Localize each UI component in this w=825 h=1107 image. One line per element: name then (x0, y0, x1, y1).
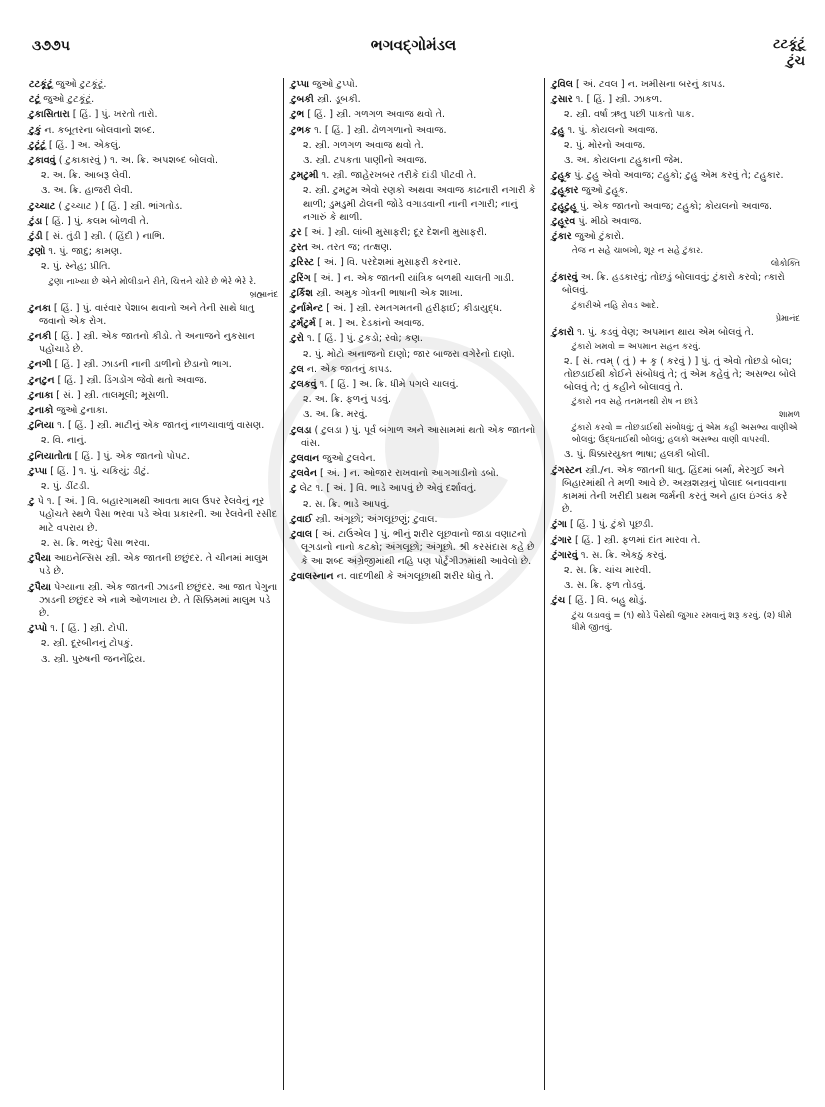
entry-sense: ૨. સ. ક્રિ. ભરવું; પૈસા ભરવા. (41, 537, 150, 549)
entry-sense: ૩. સ્ત્રી. ટપકતા પાણીનો અવાજ. (303, 155, 427, 167)
dictionary-entry: ટુલકવું ૧. [ હિં. ] અ. ક્રિ. ધીમે પગલે ચાલવું. (291, 379, 459, 391)
dictionary-entry: ટુંગાર [ હિં. ] સ્ત્રી. ફળમાં દાંત મારવા તે. (552, 534, 701, 546)
entry-sense: ૨. વિ. નાનું. (41, 435, 87, 447)
headword: ટુરો (291, 333, 304, 345)
headword: ટુહૂરવ (552, 215, 576, 227)
dictionary-entry: ટુહૂક પું. ટુહુ એવો અવાજ; ટહુકો; ટુહુ એમ કરવું તે; ટહુકાર. (552, 170, 784, 182)
quote-attribution: પ્રેમાનંદ (775, 312, 800, 323)
headword: ટુસાર (552, 94, 573, 106)
dictionary-entry: ટુસાર ૧. [ હિં. ] સ્ત્રી. ઝાકળ. (552, 94, 663, 106)
headword: ટુબકી (291, 94, 314, 106)
headword: ટુ (291, 483, 297, 495)
dictionary-entry: ટુવાઈ સ્ત્રી. અંગૂછો; અંગલૂછણું; ટુવાલ. (291, 513, 438, 525)
dictionary-columns (22, 78, 805, 1090)
dictionary-entry: ટુનાકો જુઓ ટુનાકા. (29, 405, 108, 417)
entry-sense: ૨. પું. મોટો અનાજનો દાણો; જાર બાજરા વગેરેનો દાણો. (303, 348, 515, 360)
headword: ટુંગારવું (552, 549, 578, 561)
dictionary-entry: ટુંગારવું ૧. સ. ક્રિ. એકઠું કરવું. (552, 549, 667, 561)
headword: ટુણો (29, 246, 46, 258)
entry-sense: ૩. સ. ક્રિ. ફળ તોડવું. (564, 580, 646, 592)
headword: ટુનાકો (29, 405, 54, 417)
dictionary-entry: ટટકૂંટૂં જુઓ ટુટકૂંટૂં. (29, 79, 107, 90)
dictionary-entry: ટુપ્પો ૧. [ હિં. ] સ્ત્રી. ટોપી. (29, 623, 129, 635)
headword: ટુનકા (29, 302, 51, 314)
dictionary-entry: ટુરિસ્ટ [ અં. ] વિ. પરદેશમાં મુસાફરી કરનાર. (291, 257, 462, 269)
entry-sense: ૨. સ્ત્રી. ગળગળ અવાજ થવો તે. (303, 139, 424, 151)
entry-sense: ૨. સ્ત્રી. દૂરબીનનું ટોપકું. (41, 638, 134, 650)
headword: ટુહુ (552, 124, 565, 136)
dictionary-entry: ટુનકી [ હિં. ] સ્ત્રી. એક જાતનો કીડો. તે અનાજને નુકસાન પહોંચાડે છે. (29, 331, 255, 356)
column-left (22, 78, 283, 1090)
headword: ટુંગા (552, 519, 567, 531)
dictionary-entry: ટુનાકા [ સં. ] સ્ત્રી. તાલમૂલી; મૂસળી. (29, 389, 169, 401)
entry-sense: ૨. સ્ત્રી. ટુમટુમ એવો રણકો અથવા અવાજ કાઢનારી નગારી કે થાળી; ડુમડુમી ઢોલની જોડે વગાડવાની નાની નગારી; નાનું નગારું કે થાળી. (303, 185, 536, 223)
quote-attribution: લોકોક્તિ (770, 258, 800, 269)
headword: ટુંડા (29, 215, 43, 227)
example-quote: ટુંચ લડાવવું = (૧) થોડે પૈસેથી જુગાર રમવાનું શરૂ કરવું. (૨) ધીમે ધીમે જીતવું. (572, 610, 792, 633)
quote-attribution: શામળ (779, 409, 800, 420)
headword: ટુરિંગ (291, 272, 311, 284)
dictionary-entry: ટુકાસિતારા [ હિં. ] પું. ખરતો તારો. (29, 109, 158, 121)
headword: ટટૂં (29, 94, 41, 106)
dictionary-entry: ટુનટુન [ હિં. ] સ્ત્રી. ડિંગડોંગ જેવો થતો અવાજ. (29, 374, 207, 386)
headword: ટુંકારો (552, 326, 575, 338)
guide-word-last: ટુંચ (787, 54, 805, 69)
dictionary-entry: ટુબકી સ્ત્રી. ડૂબકી. (291, 94, 361, 106)
page-title: ભગવદ્ગોમંડલ (370, 36, 457, 54)
entry-sense: ૨. સ. ક્રિ. ભાડે આપવું. (303, 498, 390, 510)
entry-sense: ૩. અ. ક્રિ. મરવું. (303, 409, 368, 421)
dictionary-entry: ટુંડા [ હિં. ] પું. કલમ બોળવી તે. (29, 215, 149, 227)
headword: ટુ (29, 496, 35, 508)
headword: ટુનિયા (29, 420, 55, 432)
headword: ટુવિલ (552, 79, 573, 90)
dictionary-entry: ટુચ્ચાટ ( ટુચ્ચાટ ) [ હિં. ] સ્ત્રી. ભાંગતોડ. (29, 200, 183, 212)
headword: ટુલડા (291, 424, 312, 436)
dictionary-entry: ટુવિલ [ અં. ટવલ ] ન. ખમીસના બરનું કાપડ. (552, 79, 726, 90)
dictionary-entry: ટુંગસ્ટન સ્ત્રી./ન. એક જાતની ધાતુ. હિંદમાં બર્મા, મેરગુઈ અને બિહારમાંથી તે મળી આવે છે. અસ્ત્રશસ્ત્રનું પોલાદ બનાવવાના કામમાં તેની ખરીદી પ્રથમ જર્મની કરતું અને હાલ ઇંગ્લંડ કરે છે. (552, 464, 788, 516)
dictionary-entry: ટુર્મટુર્મ [ મ. ] અ. દેડકાંનો અવાજ. (291, 318, 425, 330)
entry-sense: ૩. સ્ત્રી. પુરુષની જનનેંદ્રિય. (41, 653, 146, 665)
headword: ટુલવેન (291, 468, 317, 480)
headword: ટુપૈયા (29, 581, 52, 593)
dictionary-entry: ટુકું ન. કબૂતરના બોલવાનો શબ્દ. (29, 124, 156, 136)
headword: ટુરિસ્ટ (291, 257, 315, 269)
headword: ટુંકાર (552, 231, 572, 243)
dictionary-entry: ટુર [ અં. ] સ્ત્રી. લાંબી મુસાફરી; દૂર દેશની મુસાફરી. (291, 227, 488, 239)
example-quote: ટુંકારો ખમવો = અપમાન સહન કરવું. (572, 341, 701, 352)
dictionary-entry: ટુરત અ. તરત જ; તત્ક્ષણ. (291, 242, 393, 254)
entry-sense: ૨. અ. ક્રિ. આબરૂ લેવી. (41, 170, 132, 182)
headword: ટુલવાન (291, 453, 320, 465)
headword: ટુર્મટુર્મ (291, 318, 316, 330)
headword: ટુર (291, 227, 302, 239)
dictionary-entry: ટુવાલ [ અં. ટાઉએલ ] પું. ભીનું શરીર લૂછવાનો જાડા વણાટનો લૂગડાનો નાનો કટકો; અંગલૂછો; અંગૂછો. શ્રી કરસંદાસ કહે છે કે આ શબ્દ અંગ્રેજીમાંથી નહિ પણ પોર્ટુગીઝમાંથી આવેલો છે. (291, 529, 535, 567)
dictionary-entry: ટુર્કિશ સ્ત્રી. અમુક ગોત્રની ભાષાની એક શાખા. (291, 287, 463, 299)
dictionary-entry: ટુનિયા ૧. [ હિં. ] સ્ત્રી. માટીનું એક જાતનું નાળચાવાળું વાસણ. (29, 420, 265, 432)
headword: ટુહૂટુહૂ (552, 200, 577, 212)
dictionary-entry: ટુ લેટ ૧. [ અં. ] વિ. ભાડે આપવું છે એવું દર્શાવતું. (291, 483, 477, 495)
dictionary-entry: ટુભ [ હિં. ] સ્ત્રી. ગળગળ અવાજ થવો તે. (291, 109, 446, 121)
page-header (22, 30, 805, 74)
example-quote: ટુંકારો કરવો = તોછડાઈથી સંબોધવું; તું એમ કહી અસભ્ય વાણીએ બોલવું; ઉદ્ધતાઈથી બોલવું; હલકો અસભ્ય વાણી વાપરવી. (572, 423, 798, 446)
headword: ટુર્કિશ (291, 287, 313, 299)
dictionary-entry: ટુવાલસ્નાન ન. વાદળીથી કે અંગલૂછાથી શરીર ધોવું તે. (291, 570, 494, 582)
entry-sense: ૨. સ્ત્રી. વર્ષા ઋતુ પછી પાકતો પાક. (564, 109, 695, 121)
headword: ટુંગસ્ટન (552, 464, 583, 476)
dictionary-entry: ટુલ ન. એક જાતનું કાપડ. (291, 363, 393, 375)
entry-sense: ૨. પું. સ્નેહ; પ્રીતિ. (41, 261, 111, 273)
entry-sense: ૨. [ સં. ત્વમ્ ( તું ) + કૃ ( કરવું ) ] પું. તું એવો તોછડો બોલ; તોછડાઈથી કોઈને સંબોધવું તે; તું એમ કહેવું તે; અસભ્ય બોલે બોલવું તે; તું કહીને બોલાવવું તે. (564, 355, 797, 394)
entry-sense: ૨. પું. ડીંટડી. (41, 481, 90, 493)
dictionary-entry: ટુંકાર જુઓ ટુંકારો. (552, 231, 625, 243)
headword: ટુનિયાતોતા (29, 450, 72, 462)
example-quote: ટુંકારો નવ સહે તનમનથી રોષ ન છાંડે (572, 397, 698, 408)
dictionary-entry: ટુલવેન [ અં. ] ન. ઓજાર રાખવાનો આગગાડીનો ડબો. (291, 468, 499, 480)
example-quote: ટુણા નાખ્યા છે એને મોલીડાને રીતે, ચિત્તને ચોરે છે ભેરે ભેરે રે. (49, 276, 257, 287)
dictionary-entry: ટુણો ૧. પું. જાદુ; કામણ. (29, 246, 123, 258)
dictionary-entry: ટુનકા [ હિં. ] પું. વારંવાર પેશાબ થવાનો અને તેની સાથે ધાતુ જવાનો એક રોગ. (29, 302, 255, 327)
headword: ટુવાલસ્નાન (291, 570, 334, 582)
column-middle (283, 78, 544, 1090)
dictionary-entry: ટુલવાન જુઓ ટુલવેન. (291, 453, 376, 465)
dictionary-entry: ટુંકારો ૧. પું. કડવું વેણ; અપમાન થાય એમ બોલવું તે. (552, 326, 754, 338)
example-quote: ટુંકારીએ નહિ રોવડ આદે. (572, 300, 659, 311)
dictionary-entry: ટુપૈયા આઇનેન્સિસ સ્ત્રી. એક જાતની છછુંદર. તે ચીનમાં માલુમ પડે છે. (29, 553, 269, 578)
dictionary-entry: ટુંકારવું અ. ક્રિ. હડકારવું; તોછડું બોલાવવું; ટુંકારો કરવો; ત્કારો બોલવું. (552, 272, 785, 297)
dictionary-entry: ટુહૂટુહૂ પું. એક જાતનો અવાજ; ટહુકો; કોયલનો અવાજ. (552, 200, 773, 212)
entry-sense: ૩. પું. ધિક્કારયુક્ત ભાષા; હલકી બોલી. (564, 449, 710, 461)
entry-sense: ૨. સ. ક્રિ. ચાંચ મારવી. (564, 565, 652, 577)
headword: ટુપૈયા (29, 553, 52, 565)
guide-word-first: ટટકૂંટૂં (773, 37, 805, 52)
dictionary-entry: ટુનિયાતોતા [ હિં. ] પું. એક જાતનો પોપટ. (29, 450, 190, 462)
dictionary-entry: ટુપૈયા પેગ્યાના સ્ત્રી. એક જાતની ઝાડની છછુંદર. આ જાત પેગુના ઝાડની છછુંદર એ નામે ઓળખાય છે. તે સિક્કિમમાં માલુમ પડે છે. (29, 581, 278, 619)
headword: ટુહૂકાર (552, 185, 579, 197)
headword: ટુરત (291, 242, 308, 254)
page-number: ૩૭૭૫ (32, 38, 70, 54)
dictionary-entry: ટુહૂરવ પું. મીઠો અવાજ. (552, 215, 642, 227)
headword: ટુલ (291, 363, 304, 375)
headword: ટુનાકા (29, 389, 54, 401)
headword: ટુભ (291, 109, 305, 121)
headword: ટટકૂંટૂં (29, 79, 53, 90)
headword: ટુવાલ (291, 529, 313, 541)
headword: ટુનકી (29, 331, 52, 343)
dictionary-entry: ટુ પે ૧. [ અં. ] વિ. બહારગામથી આવતા માલ ઉપર રેલવેનું નૂર પહોંચતે સ્થળે પૈસા ભરવા પડે એવા પ્રકારની. આ રેલવેની રસીદ માટે વપરાય છે. (29, 496, 278, 534)
dictionary-entry: ટુકાવવું ( ટુકાકારવું ) ૧. અ. ક્રિ. અપશબ્દ બોલવો. (29, 155, 219, 167)
entry-sense: ૩. અ. કોયલના ટહુકાની જેમ. (564, 155, 683, 167)
quote-attribution: બ્રહ્માનંદ (249, 288, 278, 299)
dictionary-entry: ટુનગી [ હિં. ] સ્ત્રી. ઝાડની નાની ડાળીનો છેડાનો ભાગ. (29, 359, 232, 371)
headword: ટુપ્પો (29, 623, 48, 635)
headword: ટુલકવું (291, 379, 317, 391)
headword: ટુંગાર (552, 534, 572, 546)
headword: ટુપ્પા (29, 465, 48, 477)
dictionary-entry: ટુરિંગ [ અં. ] ન. એક જાતની યાંત્રિક બળથી ચાલતી ગાડી. (291, 272, 515, 284)
dictionary-entry: ટુટૂંટૂં [ હિં. ] અ. એકલું. (29, 139, 121, 151)
entry-sense: ૨. અ. ક્રિ. ફળનું પડવું. (303, 394, 392, 406)
headword: ટુકું (29, 124, 42, 136)
headword: ટુંચ (552, 595, 566, 607)
dictionary-entry: ટુંચ [ હિં. ] વિ. બહુ થોડું. (552, 595, 647, 607)
dictionary-entry: ટુહૂકાર જુઓ ટુહૂક. (552, 185, 629, 197)
dictionary-entry: ટુભક ૧. [ હિં. ] સ્ત્રી. ઢોળગળાનો અવાજ. (291, 124, 447, 136)
headword: ટુર્નામેન્ટ (291, 303, 324, 315)
dictionary-entry: ટુપ્પા જુઓ ટુપ્પો. (291, 79, 358, 90)
example-quote: તેજ ન સહે ચાબખો, શૂર ન સહે ટુંકાર. (572, 246, 704, 257)
entry-sense: ૨. પું. મોરનો અવાજ. (564, 139, 646, 151)
headword: ટુનટુન (29, 374, 55, 386)
headword: ટુહૂક (552, 170, 572, 182)
dictionary-entry: ટુમટુમી ૧. સ્ત્રી. જાહેરખબર તરીકે દાંડી પીટવી તે. (291, 170, 477, 182)
dictionary-entry: ટુંડી [ સં. તુંડી ] સ્ત્રી. ( હિંદી ) નાભિ. (29, 231, 165, 243)
dictionary-entry: ટુર્નામેન્ટ [ અં. ] સ્ત્રી. રમતગમતની હરીફાઈ; કીડાયુદ્ધ. (291, 303, 503, 315)
dictionary-entry: ટુહુ ૧. પું. કોયલનો અવાજ. (552, 124, 659, 136)
dictionary-entry: ટુલડા ( ટુલડા ) પું. પૂર્વ બંગાળ અને આસામમાં થતો એક જાતનો વાંસ. (291, 424, 536, 449)
headword: ટુવાઈ (291, 513, 313, 525)
headword: ટુપ્પા (291, 79, 310, 90)
headword: ટુંડી (29, 231, 43, 243)
dictionary-entry: ટુપ્પા [ હિં. ] ૧. પું. ચકિયું; ડીટું. (29, 465, 150, 477)
dictionary-entry: ટુરો ૧. [ હિં. ] પું. ટુકડો; રવો; કણ. (291, 333, 423, 345)
headword: ટુનગી (29, 359, 52, 371)
dictionary-entry: ટુંગા [ હિં. ] પું. ટુંકો પૂછડી. (552, 519, 654, 531)
headword: ટુકાવવું (29, 155, 56, 167)
headword: ટુકાસિતારા (29, 109, 70, 121)
headword: ટુમટુમી (291, 170, 319, 182)
headword: ટુચ્ચાટ (29, 200, 56, 212)
entry-sense: ૩. અ. ક્રિ. હાજરી લેવી. (41, 185, 133, 197)
headword: ટુટૂંટૂં (29, 139, 46, 151)
guide-words (773, 36, 805, 70)
headword: ટુંકારવું (552, 272, 578, 284)
column-right (544, 78, 805, 1090)
dictionary-entry: ટટૂં જુઓ ટુટકૂંટૂં. (29, 94, 95, 106)
headword: ટુભક (291, 124, 312, 136)
